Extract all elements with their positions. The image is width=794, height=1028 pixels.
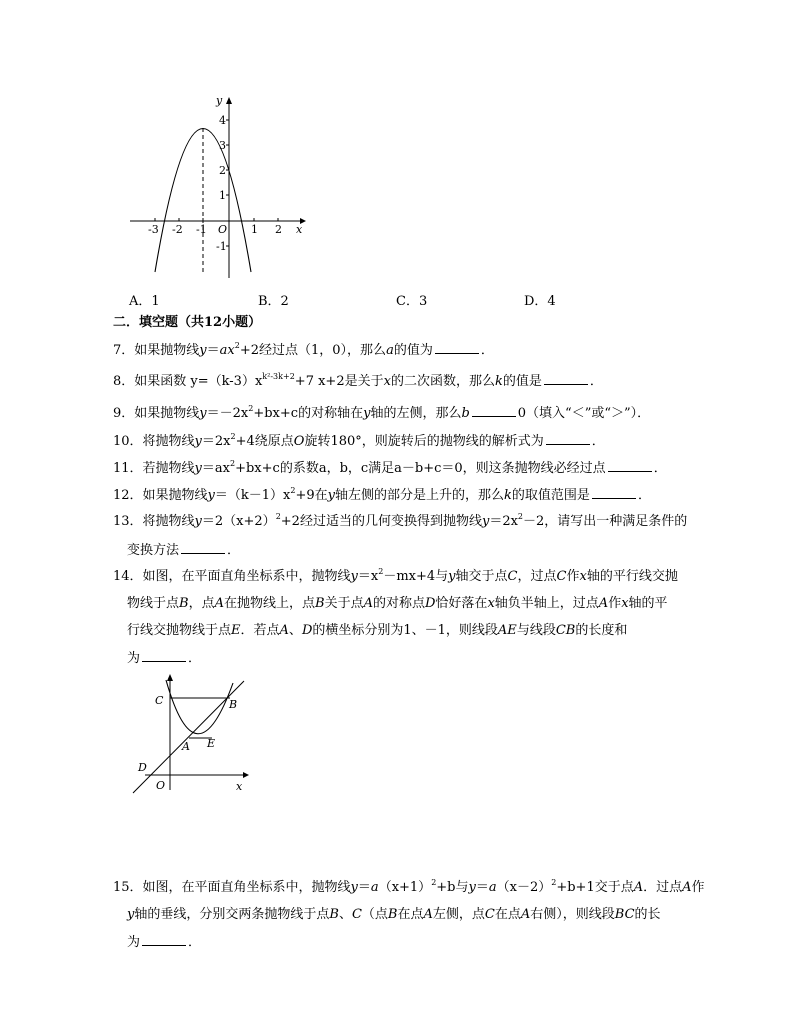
label-e: E (207, 737, 216, 750)
label-c: C (155, 694, 164, 707)
question-14-line-2: 物线于点B，点A在抛物线上，点B关于点A的对称点D恰好落在x轴负半轴上，过点A作x轴的平 (127, 596, 668, 611)
question-8: 8．如果函数 $y=(k-3)x^{k^2-3k+2}+7$ x+2是关于x的二次函数，那么k的值是 ． (113, 372, 603, 389)
xtick-neg3: -3 (148, 223, 159, 236)
section-title: 二．填空题（共12小题） (113, 315, 262, 330)
ytick-3: 3 (219, 139, 226, 152)
answer-blank[interactable] (181, 541, 225, 554)
question-13-line-2: 变换方法 ． (127, 543, 241, 558)
answer-blank[interactable] (472, 404, 516, 417)
parabola-graph-2 (128, 668, 258, 796)
option-b[interactable]: B．2 (258, 294, 289, 309)
ytick-4: 4 (219, 114, 226, 127)
label-d: D (138, 761, 147, 774)
answer-blank[interactable] (592, 486, 636, 499)
answer-blank[interactable] (142, 933, 186, 946)
question-10: 10．将抛物线$y=2x^2+4$绕原点O旋转180°，则旋转后的抛物线的解析式为 ． (113, 432, 605, 449)
question-15-line-3: 为 ． (127, 935, 202, 950)
ytick-2: 2 (219, 164, 226, 177)
question-15: 15．如图，在平面直角坐标系中，抛物线$y=a(x+1)^2+b$与$y=a(x-2)^2+b+1$交于点A．过点A作 (113, 878, 705, 895)
y-axis-arrow (226, 97, 232, 104)
label-a: A (182, 740, 190, 753)
label-o: O (156, 779, 166, 792)
label-b: B (229, 698, 238, 711)
xtick-neg1: -1 (196, 223, 207, 236)
xtick-2: 2 (275, 223, 282, 236)
question-9: 9．如果抛物线$y=-2x^2+bx+c$的对称轴在y轴的左侧，那么b 0（填入“＜”或“＞”）． (113, 404, 651, 421)
option-c[interactable]: C．3 (396, 294, 428, 309)
option-d[interactable]: D．4 (524, 294, 556, 309)
parabola-graph-1 (125, 93, 315, 283)
ytick-1: 1 (219, 189, 226, 202)
graph1-x-label: x (296, 223, 303, 236)
ytick-neg1: -1 (216, 240, 227, 253)
question-12: 12．如果抛物线$y=(k-1)x^2+9$在y轴左侧的部分是上升的，那么k的取值范围是 ． (113, 486, 651, 503)
graph1-y-label: y (216, 94, 223, 107)
question-11: 11．若抛物线$y=ax^2+bx+c$的系数a，b，c满足a－b+c＝0，则这条抛物线必经过点 ． (113, 459, 667, 476)
answer-blank[interactable] (544, 372, 588, 385)
answer-blank[interactable] (142, 649, 186, 662)
answer-blank[interactable] (546, 432, 590, 445)
question-13: 13．将抛物线$y=2(x+2)^2+2$经过适当的几何变换得到抛物线$y=2x^2-2$，请写出一种满足条件的 (113, 512, 688, 529)
xtick-neg2: -2 (172, 223, 183, 236)
question-14-line-4: 为 ． (127, 651, 202, 666)
question-7: 7．如果抛物线$y=ax^2+2$经过点（1，0），那么a的值为 ． (113, 341, 494, 358)
graph1-origin: O (218, 223, 228, 236)
answer-blank[interactable] (608, 459, 652, 472)
question-14-line-3: 行线交抛物线于点E．若点A、D的横坐标分别为1、－1，则线段AE与线段CB的长度和 (127, 623, 628, 638)
option-a[interactable]: A．1 (129, 294, 160, 309)
answer-blank[interactable] (435, 341, 479, 354)
question-15-line-2: y轴的垂线，分别交两条抛物线于点B、C（点B在点A左侧，点C在点A右侧），则线段BC的长 (127, 907, 661, 922)
label-x: x (236, 780, 243, 793)
question-14: 14．如图，在平面直角坐标系中，抛物线$y=x^2-mx+4$与y轴交于点C，过点C作x轴的平行线交抛 (113, 567, 678, 584)
xtick-1: 1 (251, 223, 258, 236)
